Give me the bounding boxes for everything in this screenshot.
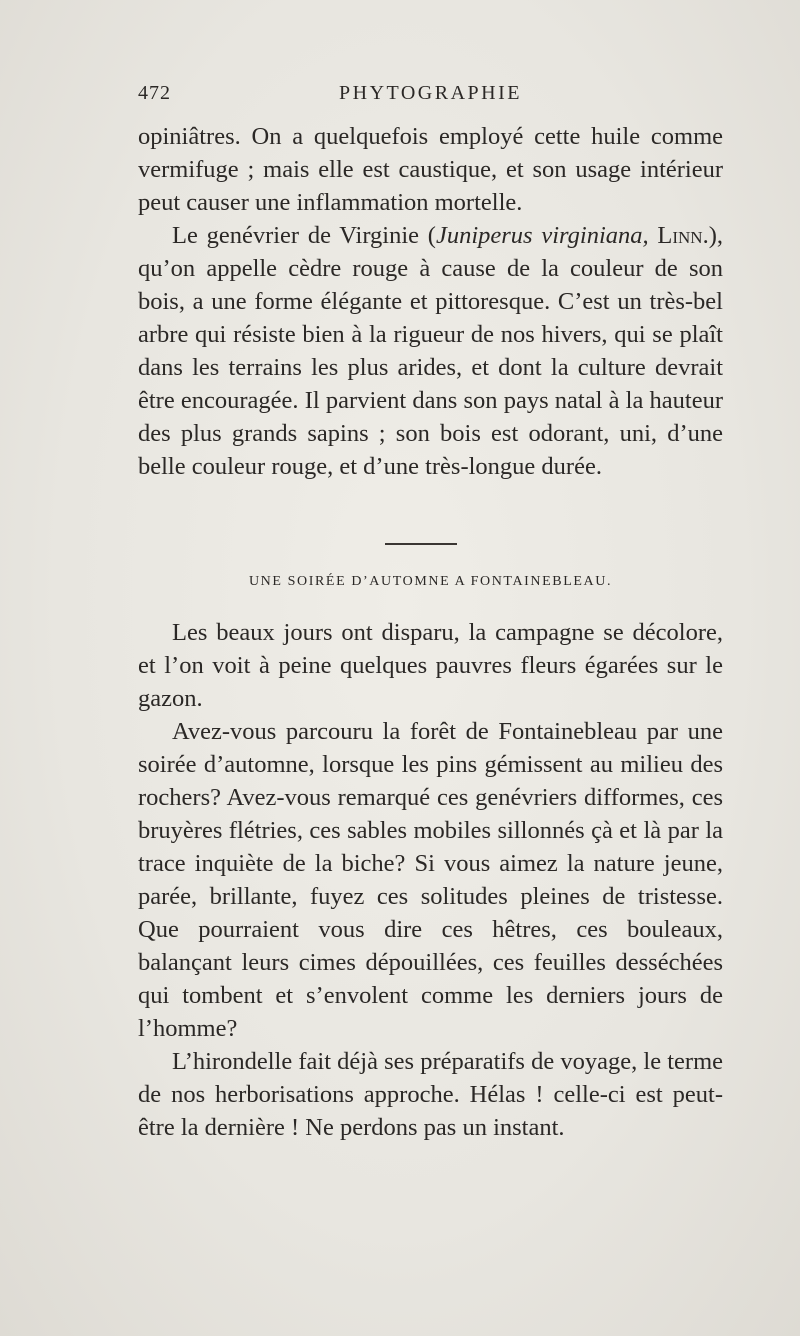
section-title: UNE SOIRÉE D’AUTOMNE A FONTAINEBLEAU. [248, 574, 613, 589]
paragraph [138, 219, 723, 483]
paragraph-rest: ), qu’on appelle cèdre rouge à cause de la couleur de son bois, a une forme élégante et pittoresque. C’est un très-bel arbre qui résiste bien à la rigueur de nos hivers, qui se plaît dans les terrains les plus arides, et dont la culture devrait être encouragée. Il parvient dans son pays natal à la hauteur des plus grands sapins ; son bois est odorant, uni, d’une belle couleur rouge, et d’une très-longue durée. [138, 222, 724, 480]
paragraph: L’hirondelle fait déjà ses préparatifs de voyage, le terme de nos herborisations approche. Hélas ! celle-ci est peut-être la dernière ! Ne perdons pas un instant. [138, 1048, 723, 1141]
paragraph-lead: Le genévrier de Virginie ( [172, 222, 436, 249]
text-block-before-section [138, 120, 723, 483]
page-number: 472 [138, 82, 171, 104]
author-abbreviation: Linn. [657, 222, 709, 249]
text-block-section [138, 616, 723, 1144]
paragraph: Les beaux jours ont disparu, la campagne se décolore, et l’on voit à peine quelques pauvres fleurs égarées sur le gazon. [138, 619, 723, 712]
paragraph: opiniâtres. On a quelquefois employé cette huile comme vermifuge ; mais elle est caustique, et son usage intérieur peut causer une inflammation mortelle. [138, 123, 723, 216]
section-divider [385, 543, 457, 545]
paragraph: Avez-vous parcouru la forêt de Fontainebleau par une soirée d’automne, lorsque les pins gémissent au milieu des rochers? Avez-vous remarqué ces genévriers difformes, ces bruyères flétries, ces sables mobiles sillonnés çà et là par la trace inquiète de la biche? Si vous aimez la nature jeune, parée, brillante, fuyez ces solitudes pleines de tristesse. Que pourraient vous dire ces hêtres, ces bouleaux, balançant leurs cimes dépouillées, ces feuilles desséchées qui tombent et s’envolent comme les derniers jours de l’homme? [138, 718, 723, 1042]
species-name: Juniperus virginiana, [435, 222, 649, 249]
page-header [138, 82, 723, 112]
running-title: PHYTOGRAPHIE [339, 82, 522, 104]
